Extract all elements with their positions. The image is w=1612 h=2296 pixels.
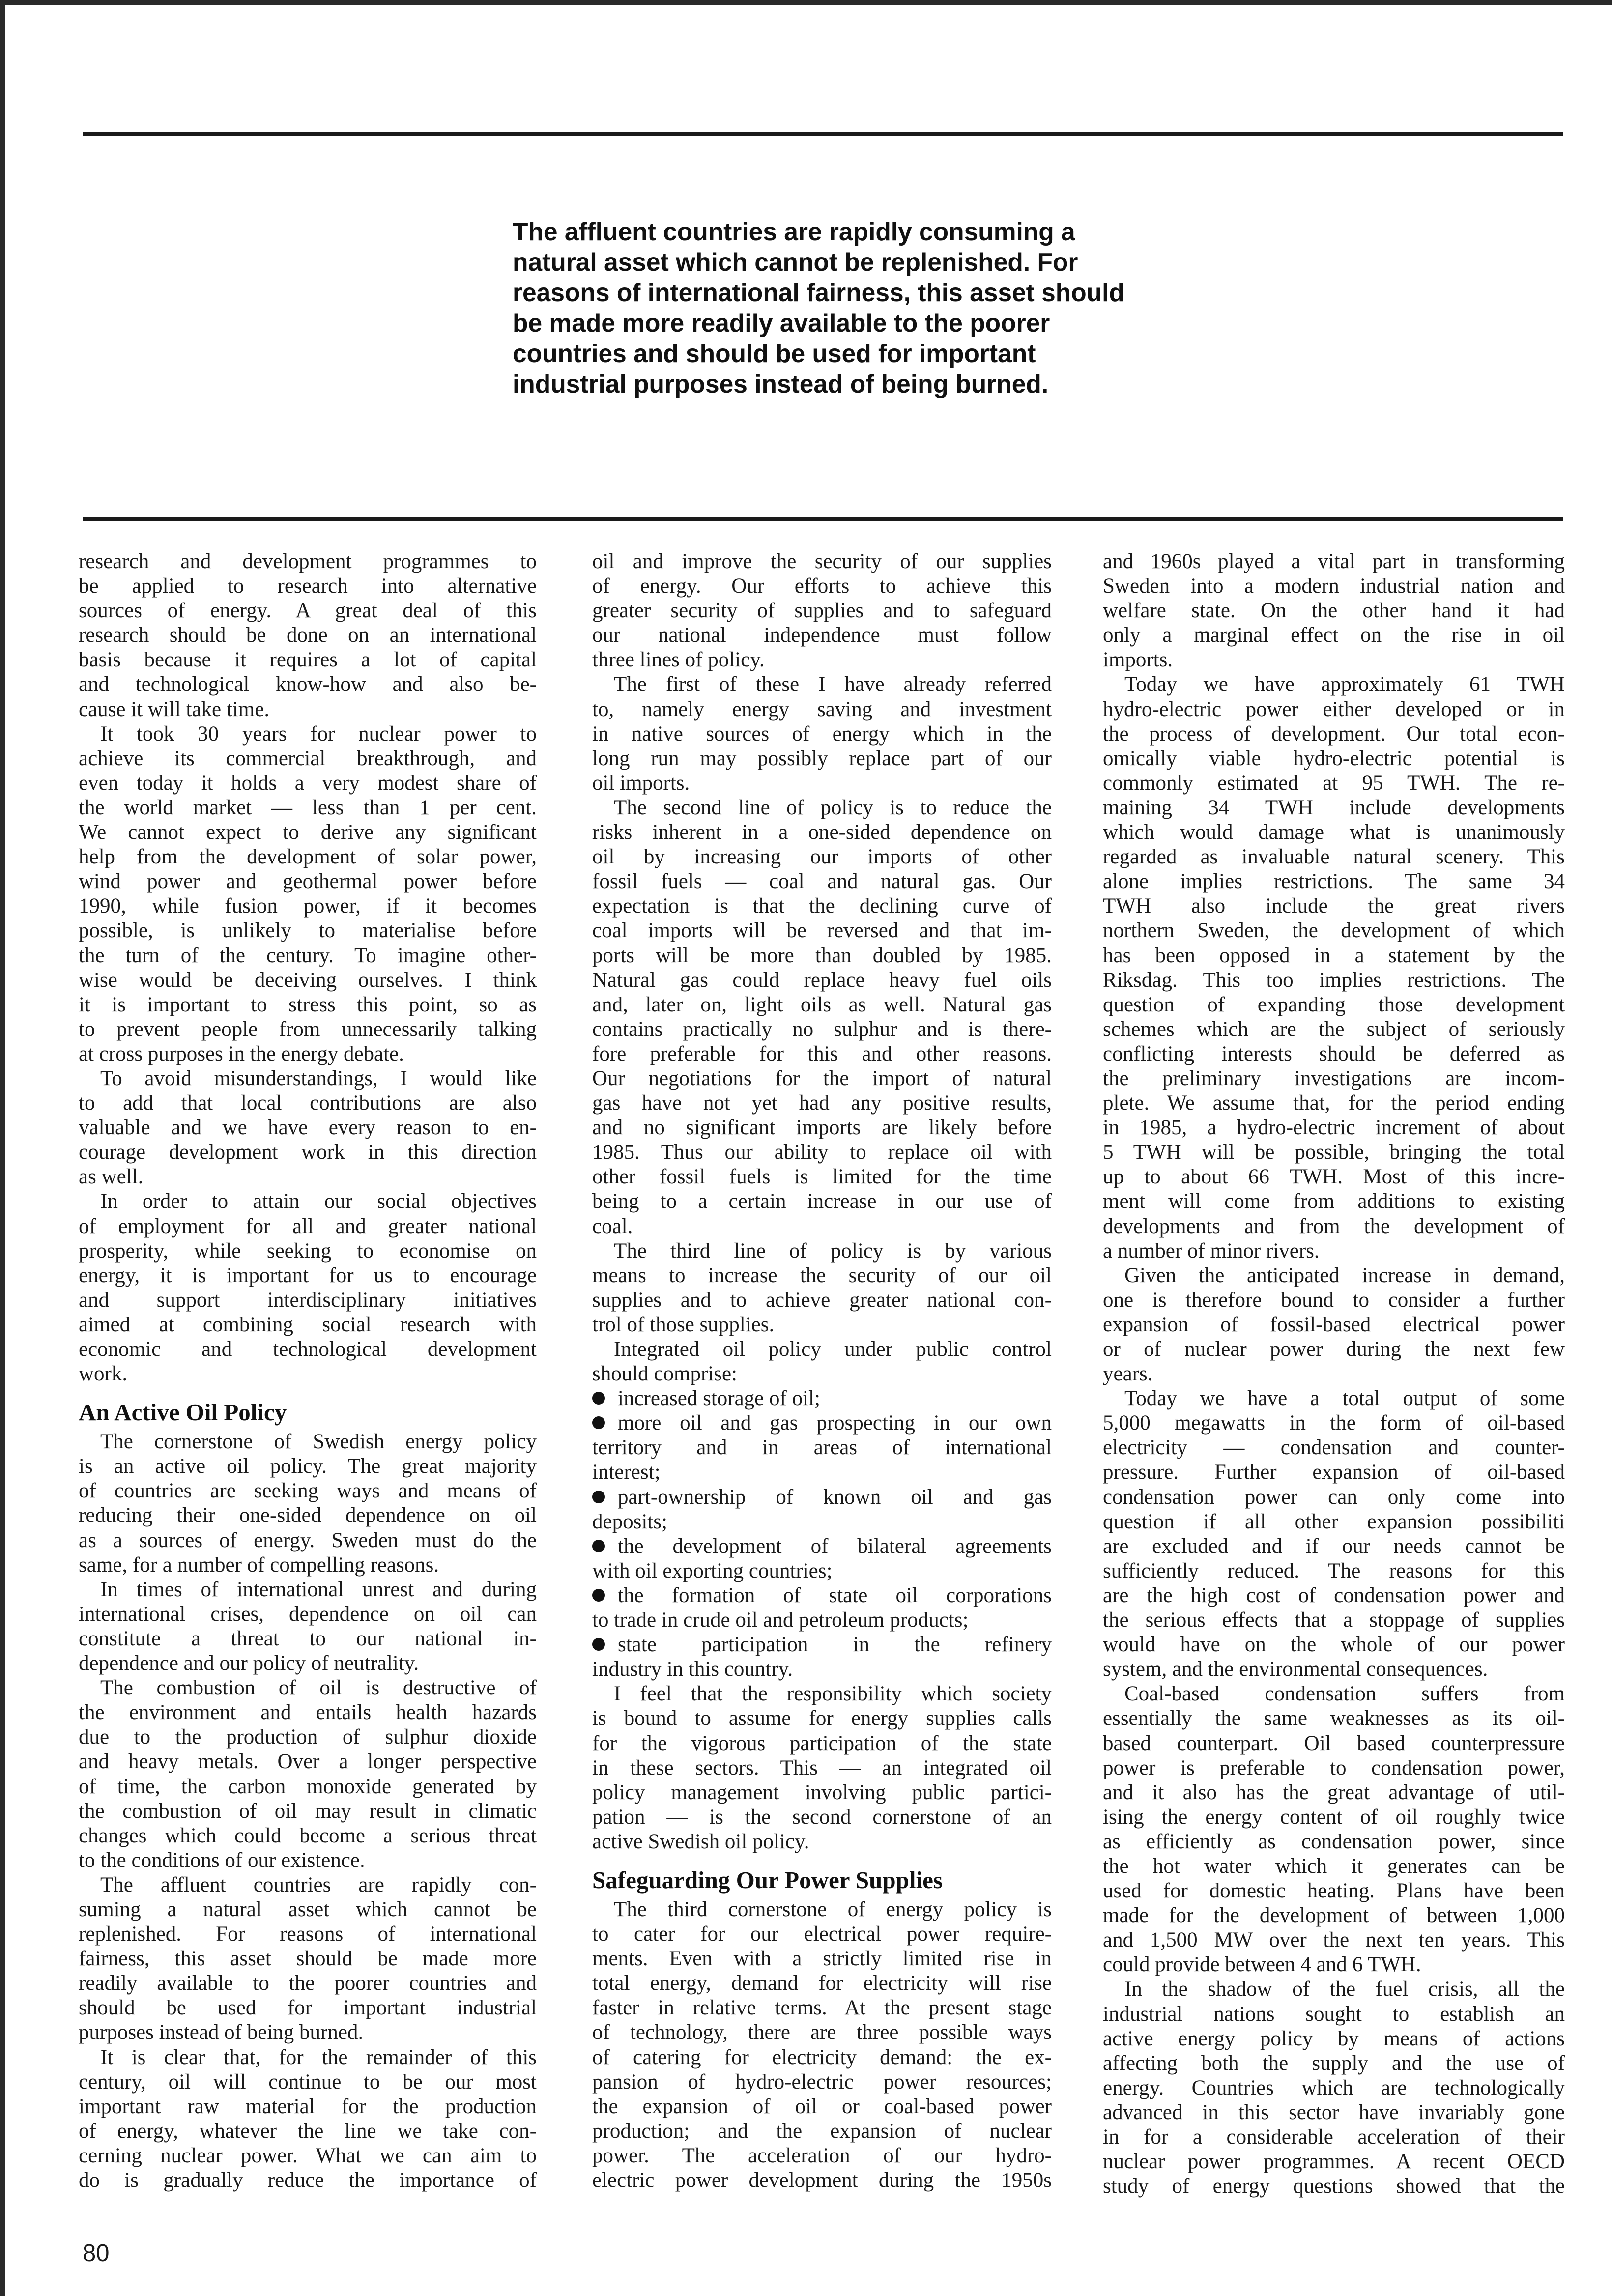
pull-quote-line: reasons of international fairness, this asset should xyxy=(513,278,1124,307)
paragraph xyxy=(79,1189,537,1386)
text-line: industry in this country. xyxy=(592,1658,793,1681)
text-line: even today it holds a very modest share of xyxy=(79,771,537,795)
text-line: of energy, whatever the line we take con- xyxy=(79,2119,537,2143)
section-heading: An Active Oil Policy xyxy=(79,1399,287,1426)
text-line: The third cornerstone of energy policy is xyxy=(614,1897,1052,1921)
text-line: pansion of hydro-electric power resources; xyxy=(592,2070,1052,2094)
text-line: oil imports. xyxy=(592,771,690,795)
text-line: commonly estimated at 95 TWH. The re- xyxy=(1103,771,1565,795)
text-line: essentially the same weaknesses as its oil- xyxy=(1103,1707,1565,1730)
text-line: dependence and our policy of neutrality. xyxy=(79,1652,419,1675)
text-line: pation — is the second cornerstone of an xyxy=(592,1805,1052,1829)
text-line: to prevent people from unnecessarily talking xyxy=(79,1017,537,1041)
paragraph xyxy=(592,1239,1052,1337)
text-line: trol of those supplies. xyxy=(592,1313,775,1336)
text-line: maining 34 TWH include developments xyxy=(1103,796,1565,819)
paragraph xyxy=(1103,672,1565,1263)
text-line: TWH also include the great rivers xyxy=(1103,894,1565,918)
text-line: territory and in areas of international xyxy=(592,1436,1052,1460)
text-line: electric power development during the 1950s xyxy=(592,2169,1052,2192)
paragraph xyxy=(79,549,537,722)
bullet-icon xyxy=(592,1589,605,1602)
text-line: in these sectors. This — an integrated oil xyxy=(592,1756,1052,1779)
paragraph xyxy=(592,672,1052,795)
text-line: energy. Countries which are technologically xyxy=(1103,2076,1565,2099)
text-line: should comprise: xyxy=(592,1362,737,1386)
text-line: developments and from the development of xyxy=(1103,1214,1565,1238)
text-line: the world market — less than 1 per cent. xyxy=(79,796,537,819)
section-heading: Safeguarding Our Power Supplies xyxy=(592,1866,943,1894)
text-line: Today we have approximately 61 TWH xyxy=(1124,673,1565,696)
text-line: due to the production of sulphur dioxide xyxy=(79,1725,537,1749)
text-line: our national independence must follow xyxy=(592,624,1052,647)
text-line: production; and the expansion of nuclear xyxy=(592,2119,1052,2143)
text-line: help from the development of solar power, xyxy=(79,845,537,869)
text-line: supplies and to achieve greater national con- xyxy=(592,1288,1052,1312)
text-column-2 xyxy=(592,549,1052,2193)
text-line: being to a certain increase in our use of xyxy=(592,1190,1052,1213)
text-line: risks inherent in a one-sided dependence on xyxy=(592,821,1052,844)
text-line: three lines of policy. xyxy=(592,648,765,672)
text-line: reducing their one-sided dependence on oil xyxy=(79,1504,537,1527)
text-line: Today we have a total output of some xyxy=(1124,1387,1565,1410)
text-line: hydro-electric power either developed or in xyxy=(1103,697,1565,721)
bullet-item xyxy=(592,1485,1052,1534)
text-line: Natural gas could replace heavy fuel oils xyxy=(592,968,1052,992)
text-line: state participation in the refinery xyxy=(592,1633,1052,1657)
text-line: It is clear that, for the remainder of this xyxy=(100,2045,537,2069)
text-line: system, and the environmental consequences. xyxy=(1103,1658,1488,1681)
paragraph xyxy=(592,1682,1052,1854)
text-line: is bound to assume for energy supplies calls xyxy=(592,1707,1052,1730)
text-line: achieve its commercial breakthrough, and xyxy=(79,746,537,770)
text-line: I feel that the responsibility which society xyxy=(614,1682,1052,1706)
text-line: energy, it is important for us to encourage xyxy=(79,1263,537,1287)
text-line: has been opposed in a statement by the xyxy=(1103,944,1565,967)
top-rule xyxy=(83,132,1563,136)
text-line: international crises, dependence on oil can xyxy=(79,1602,537,1626)
text-line: fore preferable for this and other reasons. xyxy=(592,1042,1052,1065)
text-line: and 1,500 MW over the next ten years. This xyxy=(1103,1928,1565,1952)
text-line: sufficiently reduced. The reasons for this xyxy=(1103,1559,1565,1582)
text-line: interest; xyxy=(592,1461,661,1484)
paragraph xyxy=(1103,549,1565,672)
bullet-list xyxy=(592,1386,1052,1682)
middle-rule xyxy=(83,517,1563,521)
text-line: Integrated oil policy under public control xyxy=(614,1338,1052,1361)
text-line: omically viable hydro-electric potential is xyxy=(1103,746,1565,770)
text-line: of countries are seeking ways and means of xyxy=(79,1479,537,1503)
text-line: schemes which are the subject of seriously xyxy=(1103,1017,1565,1041)
text-line: the combustion of oil may result in climatic xyxy=(79,1799,537,1823)
text-line: pressure. Further expansion of oil-based xyxy=(1103,1461,1565,1484)
text-line: plete. We assume that, for the period ending xyxy=(1103,1091,1565,1115)
text-line: Coal-based condensation suffers from xyxy=(1124,1682,1565,1706)
text-line: which would damage what is unanimously xyxy=(1103,821,1565,844)
text-line: work. xyxy=(79,1362,128,1386)
text-line: gas have not yet had any positive results, xyxy=(592,1091,1052,1115)
text-line: Given the anticipated increase in demand, xyxy=(1124,1263,1565,1287)
text-line: nuclear power programmes. A recent OECD xyxy=(1103,2150,1565,2174)
page-border-left xyxy=(0,0,5,2296)
paragraph xyxy=(79,1873,537,2045)
text-line: In times of international unrest and during xyxy=(100,1578,537,1601)
text-line: of energy. Our efforts to achieve this xyxy=(592,574,1052,598)
text-line: at cross purposes in the energy debate. xyxy=(79,1042,404,1065)
text-line: are excluded and if our needs cannot be xyxy=(1103,1534,1565,1558)
text-line: long run may possibly replace part of our xyxy=(592,746,1052,770)
text-line: northern Sweden, the development of which xyxy=(1103,919,1565,943)
text-line: oil by increasing our imports of other xyxy=(592,845,1052,869)
text-line: increased storage of oil; xyxy=(592,1386,1052,1411)
text-line: based counterpart. Oil based counterpressure xyxy=(1103,1731,1565,1755)
text-line: would have on the whole of our power xyxy=(1103,1633,1565,1657)
text-line: alone implies restrictions. The same 34 xyxy=(1103,870,1565,893)
text-line: purposes instead of being burned. xyxy=(79,2021,364,2044)
text-line: greater security of supplies and to safeguard xyxy=(592,599,1052,623)
bullet-icon xyxy=(592,1638,605,1651)
text-line: advanced in this sector have invariably gone xyxy=(1103,2100,1565,2124)
text-line: should be used for important industrial xyxy=(79,1996,537,2020)
paragraph xyxy=(1103,1977,1565,2199)
text-line: We cannot expect to derive any significant xyxy=(79,821,537,844)
text-line: coal imports will be reversed and that im- xyxy=(592,919,1052,943)
text-line: Our negotiations for the import of natural xyxy=(592,1066,1052,1090)
bullet-item xyxy=(592,1386,1052,1411)
text-line: of time, the carbon monoxide generated by xyxy=(79,1775,537,1798)
text-line: and 1960s played a vital part in transforming xyxy=(1103,550,1565,573)
text-line: with oil exporting countries; xyxy=(592,1559,833,1582)
text-line: faster in relative terms. At the present stage xyxy=(592,1996,1052,2020)
text-line: imports. xyxy=(1103,648,1173,672)
text-line: fossil fuels — coal and natural gas. Our xyxy=(592,870,1052,893)
text-line: 5 TWH will be possible, bringing the total xyxy=(1103,1141,1565,1164)
text-line: the serious effects that a stoppage of supplies xyxy=(1103,1608,1565,1632)
text-line: The combustion of oil is destructive of xyxy=(100,1676,537,1700)
text-line: valuable and we have every reason to en- xyxy=(79,1116,537,1140)
text-line: expectation is that the declining curve of xyxy=(592,894,1052,918)
text-line: regarded as invaluable natural scenery. This xyxy=(1103,845,1565,869)
text-line: the hot water which it generates can be xyxy=(1103,1854,1565,1878)
text-line: contains practically no sulphur and is there- xyxy=(592,1017,1052,1041)
text-line: In order to attain our social objectives xyxy=(100,1190,537,1213)
text-line: made for the development of between 1,000 xyxy=(1103,1904,1565,1927)
text-line: prosperity, while seeking to economise on xyxy=(79,1239,537,1263)
text-line: basis because it requires a lot of capital xyxy=(79,648,537,672)
text-line: Riksdag. This too implies restrictions. The xyxy=(1103,968,1565,992)
text-line: ports will be more than doubled by 1985. xyxy=(592,944,1052,967)
text-line: and technological know-how and also be- xyxy=(79,673,537,696)
text-line: ment will come from additions to existing xyxy=(1103,1190,1565,1213)
text-line: one is therefore bound to consider a further xyxy=(1103,1288,1565,1312)
text-line: to cater for our electrical power require- xyxy=(592,1923,1052,1946)
paragraph xyxy=(592,1897,1052,2193)
text-line: other fossil fuels is limited for the time xyxy=(592,1165,1052,1189)
text-line: or of nuclear power during the next few xyxy=(1103,1338,1565,1361)
text-line: deposits; xyxy=(592,1510,667,1533)
text-line: as well. xyxy=(79,1165,144,1189)
text-line: The first of these I have already referred xyxy=(614,673,1052,696)
text-line: The second line of policy is to reduce the xyxy=(614,796,1052,819)
paragraph xyxy=(79,1066,537,1189)
text-line: to trade in crude oil and petroleum products; xyxy=(592,1608,969,1632)
text-line: and, later on, light oils as well. Natural gas xyxy=(592,993,1052,1016)
text-line: the expansion of oil or coal-based power xyxy=(592,2095,1052,2118)
bullet-item xyxy=(592,1583,1052,1633)
bullet-icon xyxy=(592,1540,605,1552)
bullet-item xyxy=(592,1633,1052,1682)
text-line: research and development programmes to xyxy=(79,550,537,573)
text-line: electricity — condensation and counter- xyxy=(1103,1436,1565,1460)
text-line: the process of development. Our total econ- xyxy=(1103,722,1565,746)
text-line: Sweden into a modern industrial nation and xyxy=(1103,574,1565,598)
text-line: be applied to research into alternative xyxy=(79,574,537,598)
text-line: is an active oil policy. The great majority xyxy=(79,1455,537,1478)
text-line: could provide between 4 and 6 TWH. xyxy=(1103,1953,1421,1977)
pull-quote-line: countries and should be used for important xyxy=(513,339,1036,368)
text-line: in native sources of energy which in the xyxy=(592,722,1052,746)
text-line: conflicting interests should be deferred as xyxy=(1103,1042,1565,1065)
text-line: courage development work in this direction xyxy=(79,1141,537,1164)
text-line: part-ownership of known oil and gas xyxy=(592,1485,1052,1510)
text-line: only a marginal effect on the rise in oil xyxy=(1103,624,1565,647)
text-line: replenished. For reasons of international xyxy=(79,1923,537,1946)
pull-quote xyxy=(513,216,1201,399)
text-line: for the vigorous participation of the state xyxy=(592,1731,1052,1755)
pull-quote-line: The affluent countries are rapidly consuming a xyxy=(513,217,1075,246)
text-line: in 1985, a hydro-electric increment of about xyxy=(1103,1116,1565,1140)
text-line: economic and technological development xyxy=(79,1338,537,1361)
text-line: the environment and entails health hazards xyxy=(79,1701,537,1724)
text-line: up to about 66 TWH. Most of this incre- xyxy=(1103,1165,1565,1189)
paragraph xyxy=(1103,1386,1565,1682)
text-line: cause it will take time. xyxy=(79,697,270,721)
text-line: active energy policy by means of actions xyxy=(1103,2027,1565,2050)
text-line: power. The acceleration of our hydro- xyxy=(592,2144,1052,2167)
text-line: changes which could become a serious threat xyxy=(79,1824,537,1847)
text-line: to the conditions of our existence. xyxy=(79,1848,365,1872)
text-column-3 xyxy=(1103,549,1565,2199)
text-line: question if all other expansion possibiliti xyxy=(1103,1510,1565,1533)
text-line: do is gradually reduce the importance of xyxy=(79,2169,537,2192)
bullet-icon xyxy=(592,1416,605,1429)
text-line: possible, is unlikely to materialise before xyxy=(79,919,537,943)
text-line: The affluent countries are rapidly con- xyxy=(100,1873,537,1896)
paragraph xyxy=(79,2045,537,2193)
bullet-icon xyxy=(592,1491,605,1503)
text-line: to, namely energy saving and investment xyxy=(592,697,1052,721)
text-line: wise would be deceiving ourselves. I think xyxy=(79,968,537,992)
text-line: The cornerstone of Swedish energy policy xyxy=(100,1430,537,1454)
text-line: To avoid misunderstandings, I would like xyxy=(100,1066,537,1090)
text-line: a number of minor rivers. xyxy=(1103,1239,1320,1263)
paragraph xyxy=(79,1676,537,1873)
paragraph xyxy=(79,1578,537,1676)
text-line: and heavy metals. Over a longer perspective xyxy=(79,1750,537,1774)
text-line: total energy, demand for electricity will rise xyxy=(592,1972,1052,1995)
bullet-icon xyxy=(592,1392,605,1405)
pull-quote-line: be made more readily available to the poorer xyxy=(513,309,1050,337)
paragraph xyxy=(1103,1682,1565,1977)
text-line: In the shadow of the fuel crisis, all the xyxy=(1124,1978,1565,2001)
text-line: industrial nations sought to establish an xyxy=(1103,2002,1565,2026)
text-line: in for a considerable acceleration of their xyxy=(1103,2125,1565,2149)
text-line: it is important to stress this point, so as xyxy=(79,993,537,1016)
text-line: coal. xyxy=(592,1214,633,1238)
page-number: 80 xyxy=(83,2240,110,2267)
text-line: sources of energy. A great deal of this xyxy=(79,599,537,623)
text-line: the formation of state oil corporations xyxy=(592,1583,1052,1608)
text-line: power is preferable to condensation power, xyxy=(1103,1756,1565,1779)
bullet-item xyxy=(592,1534,1052,1583)
text-line: century, oil will continue to be our most xyxy=(79,2070,537,2094)
text-line: and no significant imports are likely before xyxy=(592,1116,1052,1140)
text-line: suming a natural asset which cannot be xyxy=(79,1897,537,1921)
text-line: of employment for all and greater national xyxy=(79,1214,537,1238)
text-line: and support interdisciplinary initiatives xyxy=(79,1288,537,1312)
text-line: the preliminary investigations are incom- xyxy=(1103,1066,1565,1090)
text-line: wind power and geothermal power before xyxy=(79,870,537,893)
text-line: The third line of policy is by various xyxy=(614,1239,1052,1263)
text-line: fairness, this asset should be made more xyxy=(79,1947,537,1971)
paragraph xyxy=(79,722,537,1066)
text-line: 1990, while fusion power, if it becomes xyxy=(79,894,537,918)
text-line: more oil and gas prospecting in our own xyxy=(592,1411,1052,1435)
bullet-item xyxy=(592,1411,1052,1485)
text-line: to add that local contributions are also xyxy=(79,1091,537,1115)
text-line: ments. Even with a strictly limited rise in xyxy=(592,1947,1052,1971)
text-line: It took 30 years for nuclear power to xyxy=(100,722,537,746)
text-line: and it also has the great advantage of util- xyxy=(1103,1780,1565,1804)
text-line: used for domestic heating. Plans have been xyxy=(1103,1879,1565,1903)
text-line: of technology, there are three possible ways xyxy=(592,2021,1052,2044)
text-line: study of energy questions showed that the xyxy=(1103,2175,1565,2198)
text-line: condensation power can only come into xyxy=(1103,1485,1565,1509)
text-line: welfare state. On the other hand it had xyxy=(1103,599,1565,623)
text-line: are the high cost of condensation power and xyxy=(1103,1583,1565,1607)
paragraph xyxy=(592,1337,1052,1386)
text-column-1 xyxy=(79,549,537,2193)
text-line: means to increase the security of our oil xyxy=(592,1263,1052,1287)
text-line: important raw material for the production xyxy=(79,2095,537,2118)
pull-quote-line: natural asset which cannot be replenished. For xyxy=(513,248,1078,276)
page-border-top xyxy=(0,0,1612,5)
text-line: aimed at combining social research with xyxy=(79,1313,537,1336)
paragraph xyxy=(592,549,1052,672)
paragraph xyxy=(79,1430,537,1578)
text-line: policy management involving public partici- xyxy=(592,1780,1052,1804)
text-line: ising the energy content of oil roughly twice xyxy=(1103,1805,1565,1829)
text-line: as a sources of energy. Sweden must do the xyxy=(79,1528,537,1552)
text-line: as efficiently as condensation power, since xyxy=(1103,1830,1565,1853)
text-line: the turn of the century. To imagine other- xyxy=(79,944,537,967)
text-line: cerning nuclear power. What we can aim to xyxy=(79,2144,537,2167)
text-line: years. xyxy=(1103,1362,1153,1386)
text-line: affecting both the supply and the use of xyxy=(1103,2051,1565,2075)
text-line: 5,000 megawatts in the form of oil-based xyxy=(1103,1411,1565,1435)
text-line: readily available to the poorer countries and xyxy=(79,1972,537,1995)
text-line: the development of bilateral agreements xyxy=(592,1534,1052,1559)
text-line: question of expanding those development xyxy=(1103,993,1565,1016)
text-line: research should be done on an international xyxy=(79,624,537,647)
text-line: same, for a number of compelling reasons. xyxy=(79,1553,439,1577)
text-line: of catering for electricity demand: the ex- xyxy=(592,2045,1052,2069)
paragraph xyxy=(1103,1263,1565,1386)
text-line: active Swedish oil policy. xyxy=(592,1830,809,1853)
text-line: constitute a threat to our national in- xyxy=(79,1627,537,1650)
paragraph xyxy=(592,796,1052,1239)
text-line: expansion of fossil-based electrical power xyxy=(1103,1313,1565,1336)
text-line: 1985. Thus our ability to replace oil with xyxy=(592,1141,1052,1164)
pull-quote-line: industrial purposes instead of being burned. xyxy=(513,370,1049,398)
text-line: oil and improve the security of our supplies xyxy=(592,550,1052,573)
